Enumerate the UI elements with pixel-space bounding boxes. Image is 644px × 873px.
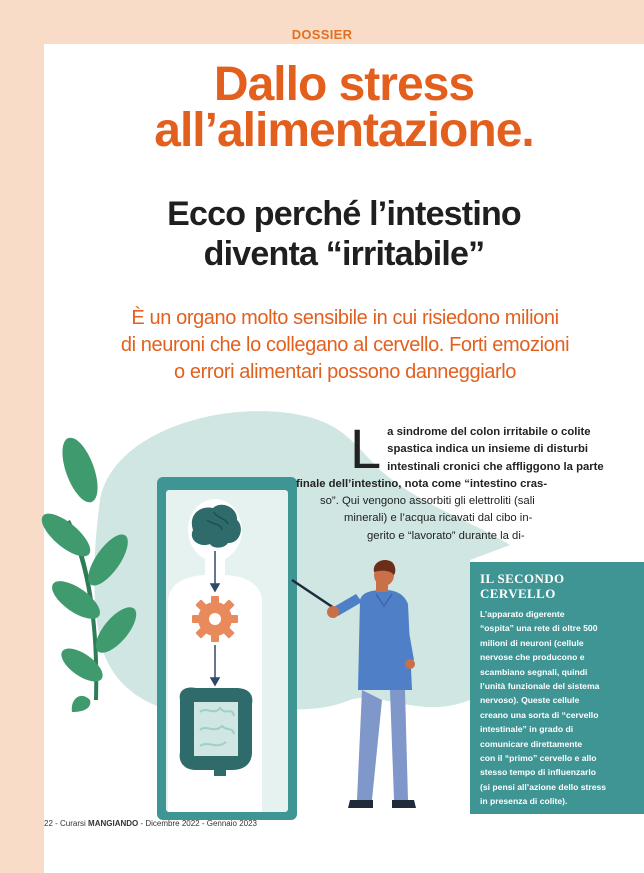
sidebar-box-line: nervoso). Queste cellule [480, 695, 580, 706]
lead-line: È un organo molto sensibile in cui risiedono milioni [131, 307, 559, 329]
magazine-name: - Curarsi [52, 819, 89, 828]
section-tag: DOSSIER [291, 27, 353, 42]
body-line: intestinali cronici che affliggono la parte [387, 460, 604, 473]
headline-line: Dallo stress [213, 58, 475, 111]
sidebar-box-line: nervose che producono e [480, 652, 585, 663]
headline [44, 58, 644, 157]
sidebar-box-line: (si pensi all’azione dello stress [480, 781, 607, 792]
sidebar-box-line: milioni di neuroni (cellule [480, 637, 584, 648]
sidebar-box-title-line: CERVELLO [480, 586, 556, 601]
sidebar-box-line: scambiano segnali, quindi [480, 666, 588, 677]
magazine-name-bold: MANGIANDO [88, 819, 139, 828]
drop-cap: L [350, 417, 382, 480]
sidebar-box-line: in presenza di colite). [480, 796, 568, 807]
body-line: spastica indica un insieme di disturbi [387, 443, 589, 456]
sidebar-box-line: creano una sorta di “cervello [480, 709, 599, 720]
lead-paragraph [60, 305, 630, 386]
sidebar-box-line: l’unità funzionale del sistema [480, 681, 600, 692]
body-line: gerito e “lavorato” durante la di- [367, 529, 525, 542]
sidebar-box [470, 562, 644, 814]
gear-icon [192, 596, 238, 642]
sidebar-box-line: stesso tempo di influenzarlo [480, 767, 597, 778]
article-body [296, 417, 612, 545]
sidebar-box-title-line: IL SECONDO [480, 571, 565, 586]
sidebar-box-line: comunicare direttamente [480, 738, 583, 749]
intestine-icon [180, 688, 253, 777]
brain-icon [192, 505, 241, 548]
sidebar-box-title [480, 571, 634, 601]
body-line: finale dell’intestino, nota come “intestino cras- [296, 477, 548, 490]
sidebar-box-text [480, 607, 634, 809]
sidebar-box-line: “ospita” una rete di oltre 500 [480, 623, 598, 634]
page-number: 22 [44, 819, 53, 828]
sidebar-box-line: L’apparato digerente [480, 609, 565, 619]
lead-line: di neuroni che lo collegano al cervello. Forti emozioni [120, 334, 570, 356]
body-line: minerali) e l’acqua ricavati dal cibo in- [344, 512, 533, 525]
subheadline-line: diventa “irritabile” [203, 235, 485, 273]
subheadline [44, 194, 644, 274]
headline-line: all’alimentazione. [154, 104, 534, 157]
body-line: a sindrome del colon irritabile o colite [387, 426, 591, 438]
page-footer [44, 819, 257, 828]
issue-date: - Dicembre 2022 - Gennaio 2023 [138, 819, 257, 828]
subheadline-line: Ecco perché l’intestino [167, 195, 521, 233]
sidebar-box-line: intestinale” in grado di [480, 724, 574, 735]
sidebar-box-line: con il “primo” cervello e allo [480, 753, 597, 764]
lead-line: o errori alimentari possono danneggiarlo [174, 361, 516, 383]
body-line: so”. Qui vengono assorbiti gli elettroliti (sali [320, 495, 535, 508]
